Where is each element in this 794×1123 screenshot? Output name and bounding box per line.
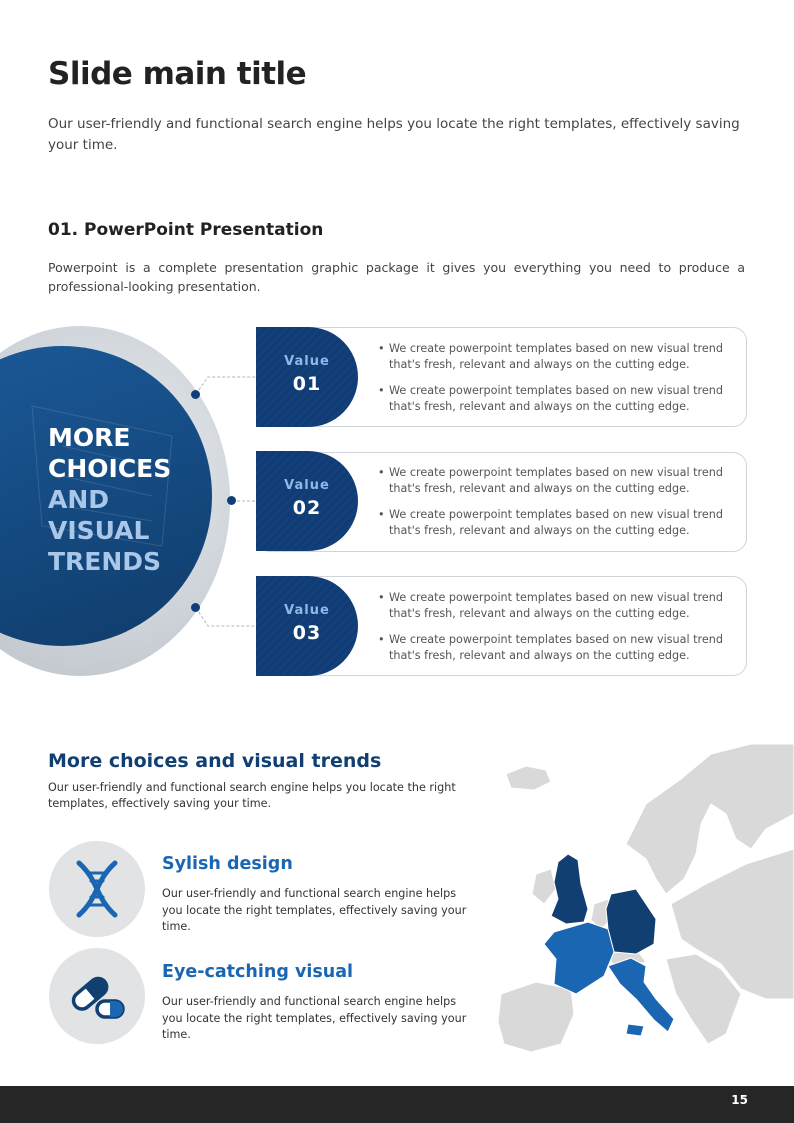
value-label: Value [284,603,330,618]
map-highlight-france [544,922,614,994]
value-number: 01 [292,373,322,395]
page-subtitle: Our user-friendly and functional search engine helps you locate the right templates, effectively saving your time. [48,116,740,153]
connector-dot [191,390,200,399]
connector-dot [227,496,236,505]
value-number: 03 [292,622,322,644]
feature-icon-circle [49,841,145,937]
value-number: 02 [292,497,322,519]
map-region [532,869,556,904]
pills-icon [49,948,145,1044]
value-label: Value [284,478,330,493]
feature-line: VISUAL [48,516,150,545]
map-region [506,766,551,790]
map-highlight-germany [606,889,656,954]
feature-title: Sylish design [162,854,293,874]
feature-line: AND [48,485,110,514]
feature-line: MORE [48,423,131,452]
section-body: Powerpoint is a complete presentation graphic package it gives you everything you need to produce a professional-looking presentation. [48,260,745,294]
feature-body: Our user-friendly and functional search engine helps you locate the right templates, effectively saving your time. [162,887,467,933]
feature-title: Eye-catching visual [162,962,354,982]
dna-icon [49,841,145,937]
value-label: Value [284,354,330,369]
bullet-item: • We create powerpoint templates based on new visual trend that's fresh, relevant and always on the cutting edge. [378,341,728,372]
value-tag [256,327,358,427]
europe-map [496,744,794,1054]
feature-icon-circle [49,948,145,1044]
section-title: 01. PowerPoint Presentation [48,220,324,240]
bullet-item: • We create powerpoint templates based on new visual trend that's fresh, relevant and always on the cutting edge. [378,383,728,414]
value-tag [256,576,358,676]
map-highlight-sicily [626,1024,644,1036]
bullet-item: • We create powerpoint templates based on new visual trend that's fresh, relevant and always on the cutting edge. [378,507,728,538]
map-highlight-uk [551,854,588,924]
bullet-item: • We create powerpoint templates based on new visual trend that's fresh, relevant and always on the cutting edge. [378,590,728,621]
connector-dot [191,603,200,612]
value-bullets [378,590,728,674]
trends-title: More choices and visual trends [48,750,382,772]
footer-bar [0,1086,794,1123]
feature-heading [48,422,171,577]
trends-subtitle: Our user-friendly and functional search engine helps you locate the right templates, effectively saving your time. [48,781,456,810]
value-bullets [378,465,728,549]
feature-line: TRENDS [48,547,162,576]
map-highlight-italy [608,958,674,1032]
map-region [498,982,574,1052]
value-tag [256,451,358,551]
value-bullets [378,341,728,425]
page-title: Slide main title [48,56,307,92]
bullet-item: • We create powerpoint templates based on new visual trend that's fresh, relevant and always on the cutting edge. [378,632,728,663]
feature-line: CHOICES [48,454,172,483]
bullet-item: • We create powerpoint templates based on new visual trend that's fresh, relevant and always on the cutting edge. [378,465,728,496]
page-number: 15 [731,1093,748,1107]
feature-body: Our user-friendly and functional search engine helps you locate the right templates, effectively saving your time. [162,995,467,1041]
